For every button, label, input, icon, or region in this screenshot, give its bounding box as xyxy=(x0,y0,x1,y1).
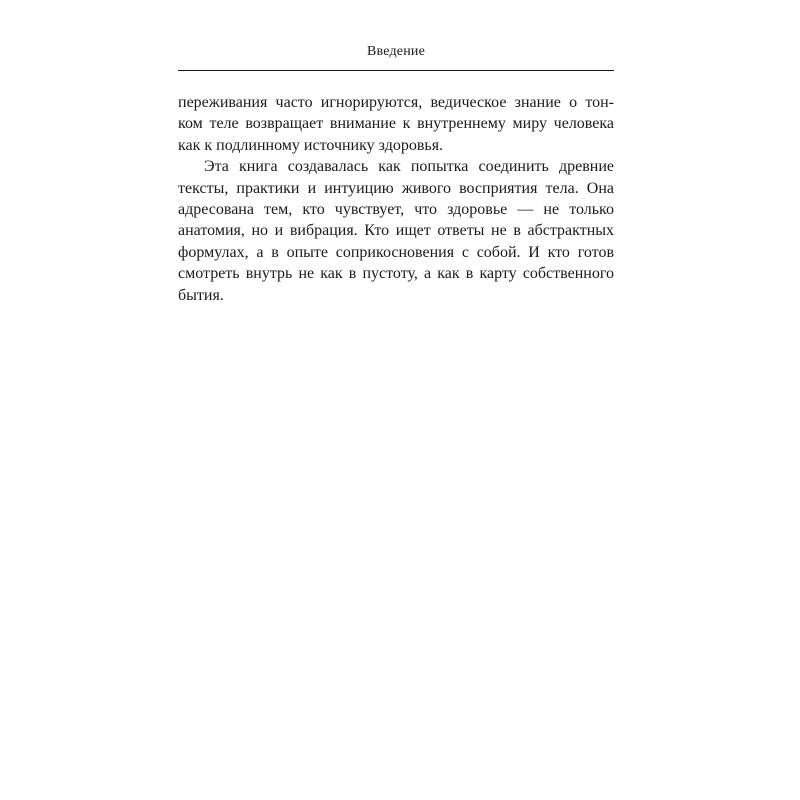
paragraph-2 xyxy=(178,156,614,306)
running-head: Введение xyxy=(366,44,426,59)
text-line: как к подлинному источнику здоровья. xyxy=(178,136,444,154)
text-line: адресована тем, кто чувствует, что здоровье — не только xyxy=(178,200,614,218)
text-line: смотреть внутрь не как в пустоту, а как в карту собственного xyxy=(178,265,614,283)
body-text xyxy=(178,92,614,306)
text-line: бытия. xyxy=(178,286,224,304)
text-line: анатомия, но и вибрация. Кто ищет ответы не в абстрактных xyxy=(178,222,614,240)
header-rule xyxy=(178,70,614,71)
text-line: переживания часто игнорируются, ведическое знание о тон- xyxy=(178,94,614,111)
text-line: тексты, практики и интуицию живого восприятия тела. Она xyxy=(178,179,614,197)
text-line: Эта книга создавалась как попытка соединить древние xyxy=(204,158,614,176)
text-line: ком теле возвращает внимание к внутреннему миру человека xyxy=(178,115,614,133)
paragraph-1 xyxy=(178,92,614,156)
text-line: формулах, а в опыте соприкосновения с собой. И кто готов xyxy=(178,243,614,261)
